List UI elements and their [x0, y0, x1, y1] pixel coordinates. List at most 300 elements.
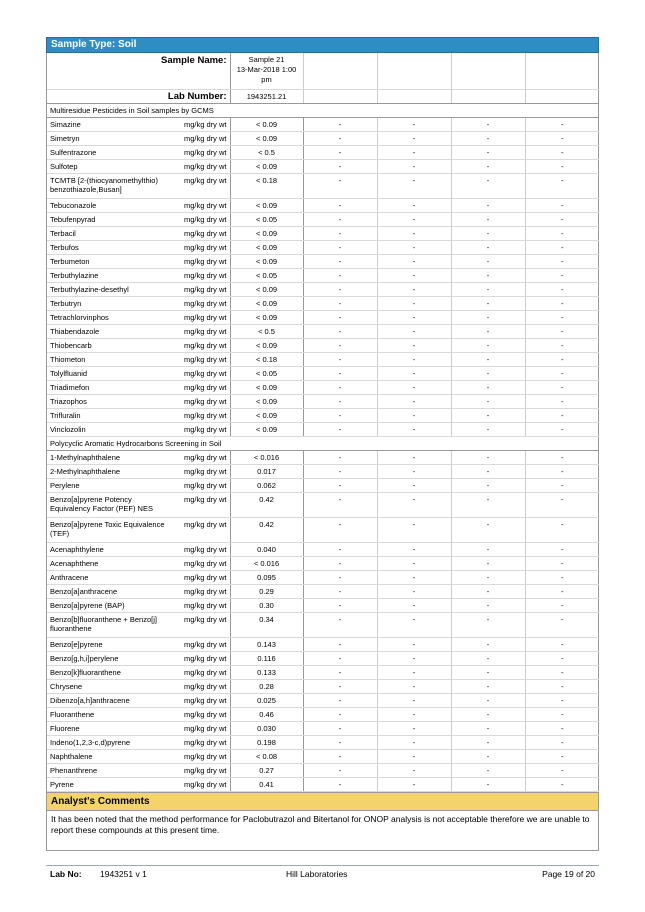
- blank-header-cell: [303, 90, 377, 104]
- unit: mg/kg dry wt: [177, 557, 230, 571]
- blank-result: -: [451, 585, 525, 599]
- table-row: [47, 638, 599, 652]
- lab-number-row: [47, 90, 599, 104]
- blank-result: -: [451, 638, 525, 652]
- blank-result: -: [525, 174, 599, 199]
- blank-result: -: [377, 571, 451, 585]
- analyte-name: Tetrachlorvinphos: [47, 311, 177, 325]
- blank-result: -: [377, 311, 451, 325]
- blank-result: -: [525, 118, 599, 132]
- table-row: [47, 543, 599, 557]
- analyte-name: Terbacil: [47, 227, 177, 241]
- analyte-name: Vinclozolin: [47, 423, 177, 437]
- unit: mg/kg dry wt: [177, 132, 230, 146]
- unit: mg/kg dry wt: [177, 339, 230, 353]
- unit: mg/kg dry wt: [177, 465, 230, 479]
- blank-result: -: [303, 146, 377, 160]
- unit: mg/kg dry wt: [177, 694, 230, 708]
- blank-result: -: [451, 339, 525, 353]
- result-value: < 0.5: [230, 146, 303, 160]
- analyte-name: Benzo[a]anthracene: [47, 585, 177, 599]
- blank-result: -: [303, 339, 377, 353]
- blank-result: -: [303, 423, 377, 437]
- blank-result: -: [377, 543, 451, 557]
- blank-result: -: [377, 269, 451, 283]
- lab-number-label: Lab Number:: [47, 90, 230, 104]
- blank-result: -: [377, 241, 451, 255]
- blank-result: -: [377, 708, 451, 722]
- unit: mg/kg dry wt: [177, 160, 230, 174]
- result-value: 0.46: [230, 708, 303, 722]
- unit: mg/kg dry wt: [177, 451, 230, 465]
- blank-result: -: [303, 132, 377, 146]
- blank-result: -: [377, 297, 451, 311]
- table-row: [47, 722, 599, 736]
- blank-result: -: [525, 227, 599, 241]
- blank-result: -: [303, 557, 377, 571]
- footer-company: Hill Laboratories: [286, 869, 348, 879]
- unit: mg/kg dry wt: [177, 750, 230, 764]
- table-row: [47, 479, 599, 493]
- sample-name-row: [47, 53, 599, 90]
- blank-result: -: [377, 599, 451, 613]
- footer-lab-label: Lab No:: [50, 869, 82, 879]
- unit: mg/kg dry wt: [177, 479, 230, 493]
- unit: mg/kg dry wt: [177, 518, 230, 543]
- analyte-name: Simazine: [47, 118, 177, 132]
- blank-result: -: [377, 174, 451, 199]
- unit: mg/kg dry wt: [177, 599, 230, 613]
- blank-result: -: [451, 227, 525, 241]
- blank-result: -: [525, 571, 599, 585]
- blank-result: -: [377, 353, 451, 367]
- unit: mg/kg dry wt: [177, 543, 230, 557]
- blank-result: -: [525, 694, 599, 708]
- blank-result: -: [525, 764, 599, 778]
- table-row: [47, 269, 599, 283]
- blank-result: -: [451, 160, 525, 174]
- table-row: [47, 736, 599, 750]
- analyte-name: Chrysene: [47, 680, 177, 694]
- analyte-name: Thiabendazole: [47, 325, 177, 339]
- table-row: [47, 146, 599, 160]
- table-row: [47, 283, 599, 297]
- table-row: [47, 325, 599, 339]
- blank-result: -: [451, 283, 525, 297]
- analyte-name: Naphthalene: [47, 750, 177, 764]
- analyte-name: Terbuthylazine: [47, 269, 177, 283]
- blank-result: -: [451, 255, 525, 269]
- table-row: [47, 199, 599, 213]
- blank-result: -: [377, 227, 451, 241]
- table-row: [47, 680, 599, 694]
- blank-result: -: [303, 241, 377, 255]
- unit: mg/kg dry wt: [177, 227, 230, 241]
- blank-result: -: [451, 423, 525, 437]
- blank-result: -: [451, 465, 525, 479]
- blank-result: -: [377, 666, 451, 680]
- blank-result: -: [451, 479, 525, 493]
- blank-result: -: [525, 680, 599, 694]
- analyte-name: Acenaphthene: [47, 557, 177, 571]
- blank-result: -: [303, 613, 377, 638]
- table-row: [47, 613, 599, 638]
- blank-result: -: [377, 613, 451, 638]
- blank-result: -: [303, 409, 377, 423]
- analyte-name: Indeno(1,2,3-c,d)pyrene: [47, 736, 177, 750]
- blank-result: -: [377, 339, 451, 353]
- footer-page-number: Page 19 of 20: [542, 869, 595, 879]
- blank-result: -: [377, 255, 451, 269]
- table-row: [47, 311, 599, 325]
- unit: mg/kg dry wt: [177, 353, 230, 367]
- blank-result: -: [303, 255, 377, 269]
- result-value: < 0.09: [230, 255, 303, 269]
- blank-result: -: [451, 557, 525, 571]
- blank-result: -: [525, 367, 599, 381]
- blank-result: -: [525, 423, 599, 437]
- blank-result: -: [525, 146, 599, 160]
- result-value: < 0.08: [230, 750, 303, 764]
- result-value: 0.143: [230, 638, 303, 652]
- blank-result: -: [451, 325, 525, 339]
- blank-result: -: [451, 778, 525, 792]
- unit: mg/kg dry wt: [177, 174, 230, 199]
- blank-result: -: [377, 652, 451, 666]
- table-row: [47, 174, 599, 199]
- table-row: [47, 764, 599, 778]
- blank-header-cell: [525, 53, 599, 90]
- blank-result: -: [377, 557, 451, 571]
- blank-result: -: [451, 666, 525, 680]
- blank-result: -: [303, 652, 377, 666]
- analyte-name: Sulfentrazone: [47, 146, 177, 160]
- blank-result: -: [377, 518, 451, 543]
- table-row: [47, 652, 599, 666]
- section-title: Polycyclic Aromatic Hydrocarbons Screening in Soil: [47, 437, 599, 451]
- blank-result: -: [303, 722, 377, 736]
- blank-result: -: [451, 311, 525, 325]
- table-row: [47, 557, 599, 571]
- blank-result: -: [451, 736, 525, 750]
- blank-result: -: [377, 694, 451, 708]
- blank-result: -: [451, 680, 525, 694]
- blank-result: -: [303, 311, 377, 325]
- analyte-name: Acenaphthylene: [47, 543, 177, 557]
- blank-result: -: [525, 722, 599, 736]
- analyte-name: Simetryn: [47, 132, 177, 146]
- analyte-name: Benzo[g,h,i]perylene: [47, 652, 177, 666]
- result-value: < 0.016: [230, 451, 303, 465]
- unit: mg/kg dry wt: [177, 283, 230, 297]
- results-table: [47, 53, 599, 792]
- unit: mg/kg dry wt: [177, 493, 230, 518]
- result-value: < 0.09: [230, 395, 303, 409]
- blank-result: -: [303, 764, 377, 778]
- result-value: < 0.09: [230, 297, 303, 311]
- blank-result: -: [303, 708, 377, 722]
- blank-result: -: [451, 750, 525, 764]
- blank-result: -: [525, 269, 599, 283]
- blank-result: -: [377, 585, 451, 599]
- result-value: 0.34: [230, 613, 303, 638]
- blank-result: -: [525, 708, 599, 722]
- result-value: < 0.09: [230, 311, 303, 325]
- blank-result: -: [525, 339, 599, 353]
- blank-result: -: [525, 241, 599, 255]
- unit: mg/kg dry wt: [177, 613, 230, 638]
- table-row: [47, 465, 599, 479]
- blank-result: -: [303, 174, 377, 199]
- blank-result: -: [525, 465, 599, 479]
- analyst-comments-text: It has been noted that the method performance for Paclobutrazol and Bitertanol for ONOP analysis is not acceptable therefore we are unable to report these compounds at this present time.: [51, 814, 590, 835]
- unit: mg/kg dry wt: [177, 325, 230, 339]
- blank-result: -: [525, 518, 599, 543]
- table-row: [47, 255, 599, 269]
- unit: mg/kg dry wt: [177, 652, 230, 666]
- unit: mg/kg dry wt: [177, 199, 230, 213]
- analyte-name: Triadimefon: [47, 381, 177, 395]
- blank-result: -: [377, 132, 451, 146]
- analyte-name: Phenanthrene: [47, 764, 177, 778]
- sample-name-line1: Sample 21: [248, 55, 285, 64]
- section-title: Multiresidue Pesticides in Soil samples by GCMS: [47, 104, 599, 118]
- result-value: < 0.09: [230, 409, 303, 423]
- blank-result: -: [303, 680, 377, 694]
- blank-result: -: [377, 479, 451, 493]
- analyte-name: Tebufenpyrad: [47, 213, 177, 227]
- blank-result: -: [451, 722, 525, 736]
- unit: mg/kg dry wt: [177, 571, 230, 585]
- analyte-name: Fluorene: [47, 722, 177, 736]
- table-row: [47, 493, 599, 518]
- result-value: < 0.09: [230, 423, 303, 437]
- blank-result: -: [525, 325, 599, 339]
- blank-result: -: [303, 666, 377, 680]
- blank-result: -: [451, 118, 525, 132]
- result-value: 0.198: [230, 736, 303, 750]
- result-value: < 0.09: [230, 241, 303, 255]
- blank-result: -: [303, 465, 377, 479]
- blank-result: -: [303, 297, 377, 311]
- analyte-name: Benzo[b]fluoranthene + Benzo[j] fluoranthene: [47, 613, 177, 638]
- blank-result: -: [451, 269, 525, 283]
- table-row: [47, 585, 599, 599]
- unit: mg/kg dry wt: [177, 367, 230, 381]
- blank-result: -: [451, 708, 525, 722]
- result-value: 0.28: [230, 680, 303, 694]
- blank-result: -: [303, 518, 377, 543]
- blank-result: -: [525, 736, 599, 750]
- analyte-name: Triazophos: [47, 395, 177, 409]
- blank-result: -: [377, 213, 451, 227]
- blank-result: -: [451, 241, 525, 255]
- blank-result: -: [525, 353, 599, 367]
- table-row: [47, 571, 599, 585]
- blank-result: -: [303, 778, 377, 792]
- blank-result: -: [525, 283, 599, 297]
- blank-result: -: [377, 325, 451, 339]
- section-header: [47, 437, 599, 451]
- blank-result: -: [525, 543, 599, 557]
- analyte-name: 1-Methylnaphthalene: [47, 451, 177, 465]
- blank-result: -: [451, 543, 525, 557]
- unit: mg/kg dry wt: [177, 666, 230, 680]
- blank-result: -: [525, 311, 599, 325]
- blank-result: -: [303, 213, 377, 227]
- blank-result: -: [377, 764, 451, 778]
- analyte-name: Terbumeton: [47, 255, 177, 269]
- blank-result: -: [377, 367, 451, 381]
- blank-result: -: [377, 722, 451, 736]
- result-value: < 0.09: [230, 283, 303, 297]
- blank-result: -: [525, 255, 599, 269]
- unit: mg/kg dry wt: [177, 311, 230, 325]
- blank-result: -: [451, 451, 525, 465]
- blank-result: -: [303, 451, 377, 465]
- result-value: < 0.09: [230, 381, 303, 395]
- analyte-name: Anthracene: [47, 571, 177, 585]
- blank-result: -: [525, 160, 599, 174]
- blank-result: -: [451, 613, 525, 638]
- blank-header-cell: [303, 53, 377, 90]
- unit: mg/kg dry wt: [177, 708, 230, 722]
- blank-result: -: [303, 199, 377, 213]
- blank-result: -: [303, 736, 377, 750]
- table-row: [47, 666, 599, 680]
- table-row: [47, 750, 599, 764]
- blank-result: -: [451, 599, 525, 613]
- result-value: < 0.05: [230, 367, 303, 381]
- unit: mg/kg dry wt: [177, 722, 230, 736]
- unit: mg/kg dry wt: [177, 736, 230, 750]
- result-value: < 0.09: [230, 339, 303, 353]
- blank-result: -: [451, 764, 525, 778]
- blank-result: -: [303, 395, 377, 409]
- table-row: [47, 778, 599, 792]
- blank-result: -: [525, 409, 599, 423]
- blank-result: -: [525, 638, 599, 652]
- lab-number-value: 1943251.21: [230, 90, 303, 104]
- unit: mg/kg dry wt: [177, 680, 230, 694]
- blank-result: -: [377, 493, 451, 518]
- analyte-name: Sulfotep: [47, 160, 177, 174]
- result-value: 0.30: [230, 599, 303, 613]
- result-value: 0.116: [230, 652, 303, 666]
- analyte-name: TCMTB [2-(thiocyanomethylthio) benzothiazole,Busan]: [47, 174, 177, 199]
- analyte-name: Benzo[a]pyrene Potency Equivalency Factor (PEF) NES: [47, 493, 177, 518]
- table-row: [47, 227, 599, 241]
- analyte-name: Perylene: [47, 479, 177, 493]
- table-row: [47, 599, 599, 613]
- table-row: [47, 694, 599, 708]
- blank-result: -: [525, 585, 599, 599]
- result-value: < 0.09: [230, 160, 303, 174]
- blank-result: -: [303, 269, 377, 283]
- table-row: [47, 213, 599, 227]
- blank-result: -: [303, 118, 377, 132]
- blank-result: -: [377, 750, 451, 764]
- blank-result: -: [525, 297, 599, 311]
- blank-result: -: [303, 160, 377, 174]
- blank-result: -: [451, 174, 525, 199]
- section-header: [47, 104, 599, 118]
- analyte-name: Tebuconazole: [47, 199, 177, 213]
- blank-result: -: [451, 518, 525, 543]
- blank-result: -: [377, 199, 451, 213]
- blank-result: -: [303, 283, 377, 297]
- table-row: [47, 353, 599, 367]
- sample-name-line2: 13-Mar-2018 1:00 pm: [236, 65, 297, 84]
- blank-result: -: [377, 381, 451, 395]
- result-value: < 0.18: [230, 174, 303, 199]
- blank-result: -: [303, 367, 377, 381]
- result-value: 0.017: [230, 465, 303, 479]
- blank-result: -: [303, 750, 377, 764]
- table-row: [47, 518, 599, 543]
- blank-result: -: [303, 585, 377, 599]
- table-row: [47, 132, 599, 146]
- analyst-comments-title: Analyst's Comments: [47, 792, 598, 811]
- blank-result: -: [451, 694, 525, 708]
- blank-result: -: [451, 652, 525, 666]
- blank-result: -: [303, 694, 377, 708]
- page-footer: [46, 865, 599, 882]
- table-row: [47, 339, 599, 353]
- unit: mg/kg dry wt: [177, 764, 230, 778]
- blank-result: -: [525, 479, 599, 493]
- analyte-name: Tolylfluanid: [47, 367, 177, 381]
- blank-result: -: [451, 297, 525, 311]
- blank-result: -: [451, 409, 525, 423]
- analyte-name: Benzo[k]fluoranthene: [47, 666, 177, 680]
- analyte-name: Terbutryn: [47, 297, 177, 311]
- analyte-name: 2-Methylnaphthalene: [47, 465, 177, 479]
- blank-result: -: [451, 132, 525, 146]
- result-value: 0.42: [230, 518, 303, 543]
- table-row: [47, 160, 599, 174]
- table-row: [47, 395, 599, 409]
- table-row: [47, 451, 599, 465]
- blank-result: -: [525, 557, 599, 571]
- blank-result: -: [525, 666, 599, 680]
- analyte-name: Dibenzo[a,h]anthracene: [47, 694, 177, 708]
- analyte-name: Thiobencarb: [47, 339, 177, 353]
- blank-result: -: [525, 381, 599, 395]
- blank-result: -: [303, 325, 377, 339]
- result-value: < 0.09: [230, 132, 303, 146]
- unit: mg/kg dry wt: [177, 395, 230, 409]
- blank-result: -: [525, 132, 599, 146]
- unit: mg/kg dry wt: [177, 778, 230, 792]
- table-row: [47, 381, 599, 395]
- blank-result: -: [377, 118, 451, 132]
- result-value: 0.095: [230, 571, 303, 585]
- result-value: 0.133: [230, 666, 303, 680]
- blank-result: -: [377, 423, 451, 437]
- table-row: [47, 297, 599, 311]
- blank-header-cell: [451, 90, 525, 104]
- unit: mg/kg dry wt: [177, 409, 230, 423]
- blank-result: -: [451, 353, 525, 367]
- blank-result: -: [303, 571, 377, 585]
- blank-result: -: [303, 599, 377, 613]
- blank-result: -: [525, 199, 599, 213]
- blank-result: -: [451, 493, 525, 518]
- result-value: 0.025: [230, 694, 303, 708]
- analyte-name: Terbufos: [47, 241, 177, 255]
- report-wrapper: [46, 37, 599, 851]
